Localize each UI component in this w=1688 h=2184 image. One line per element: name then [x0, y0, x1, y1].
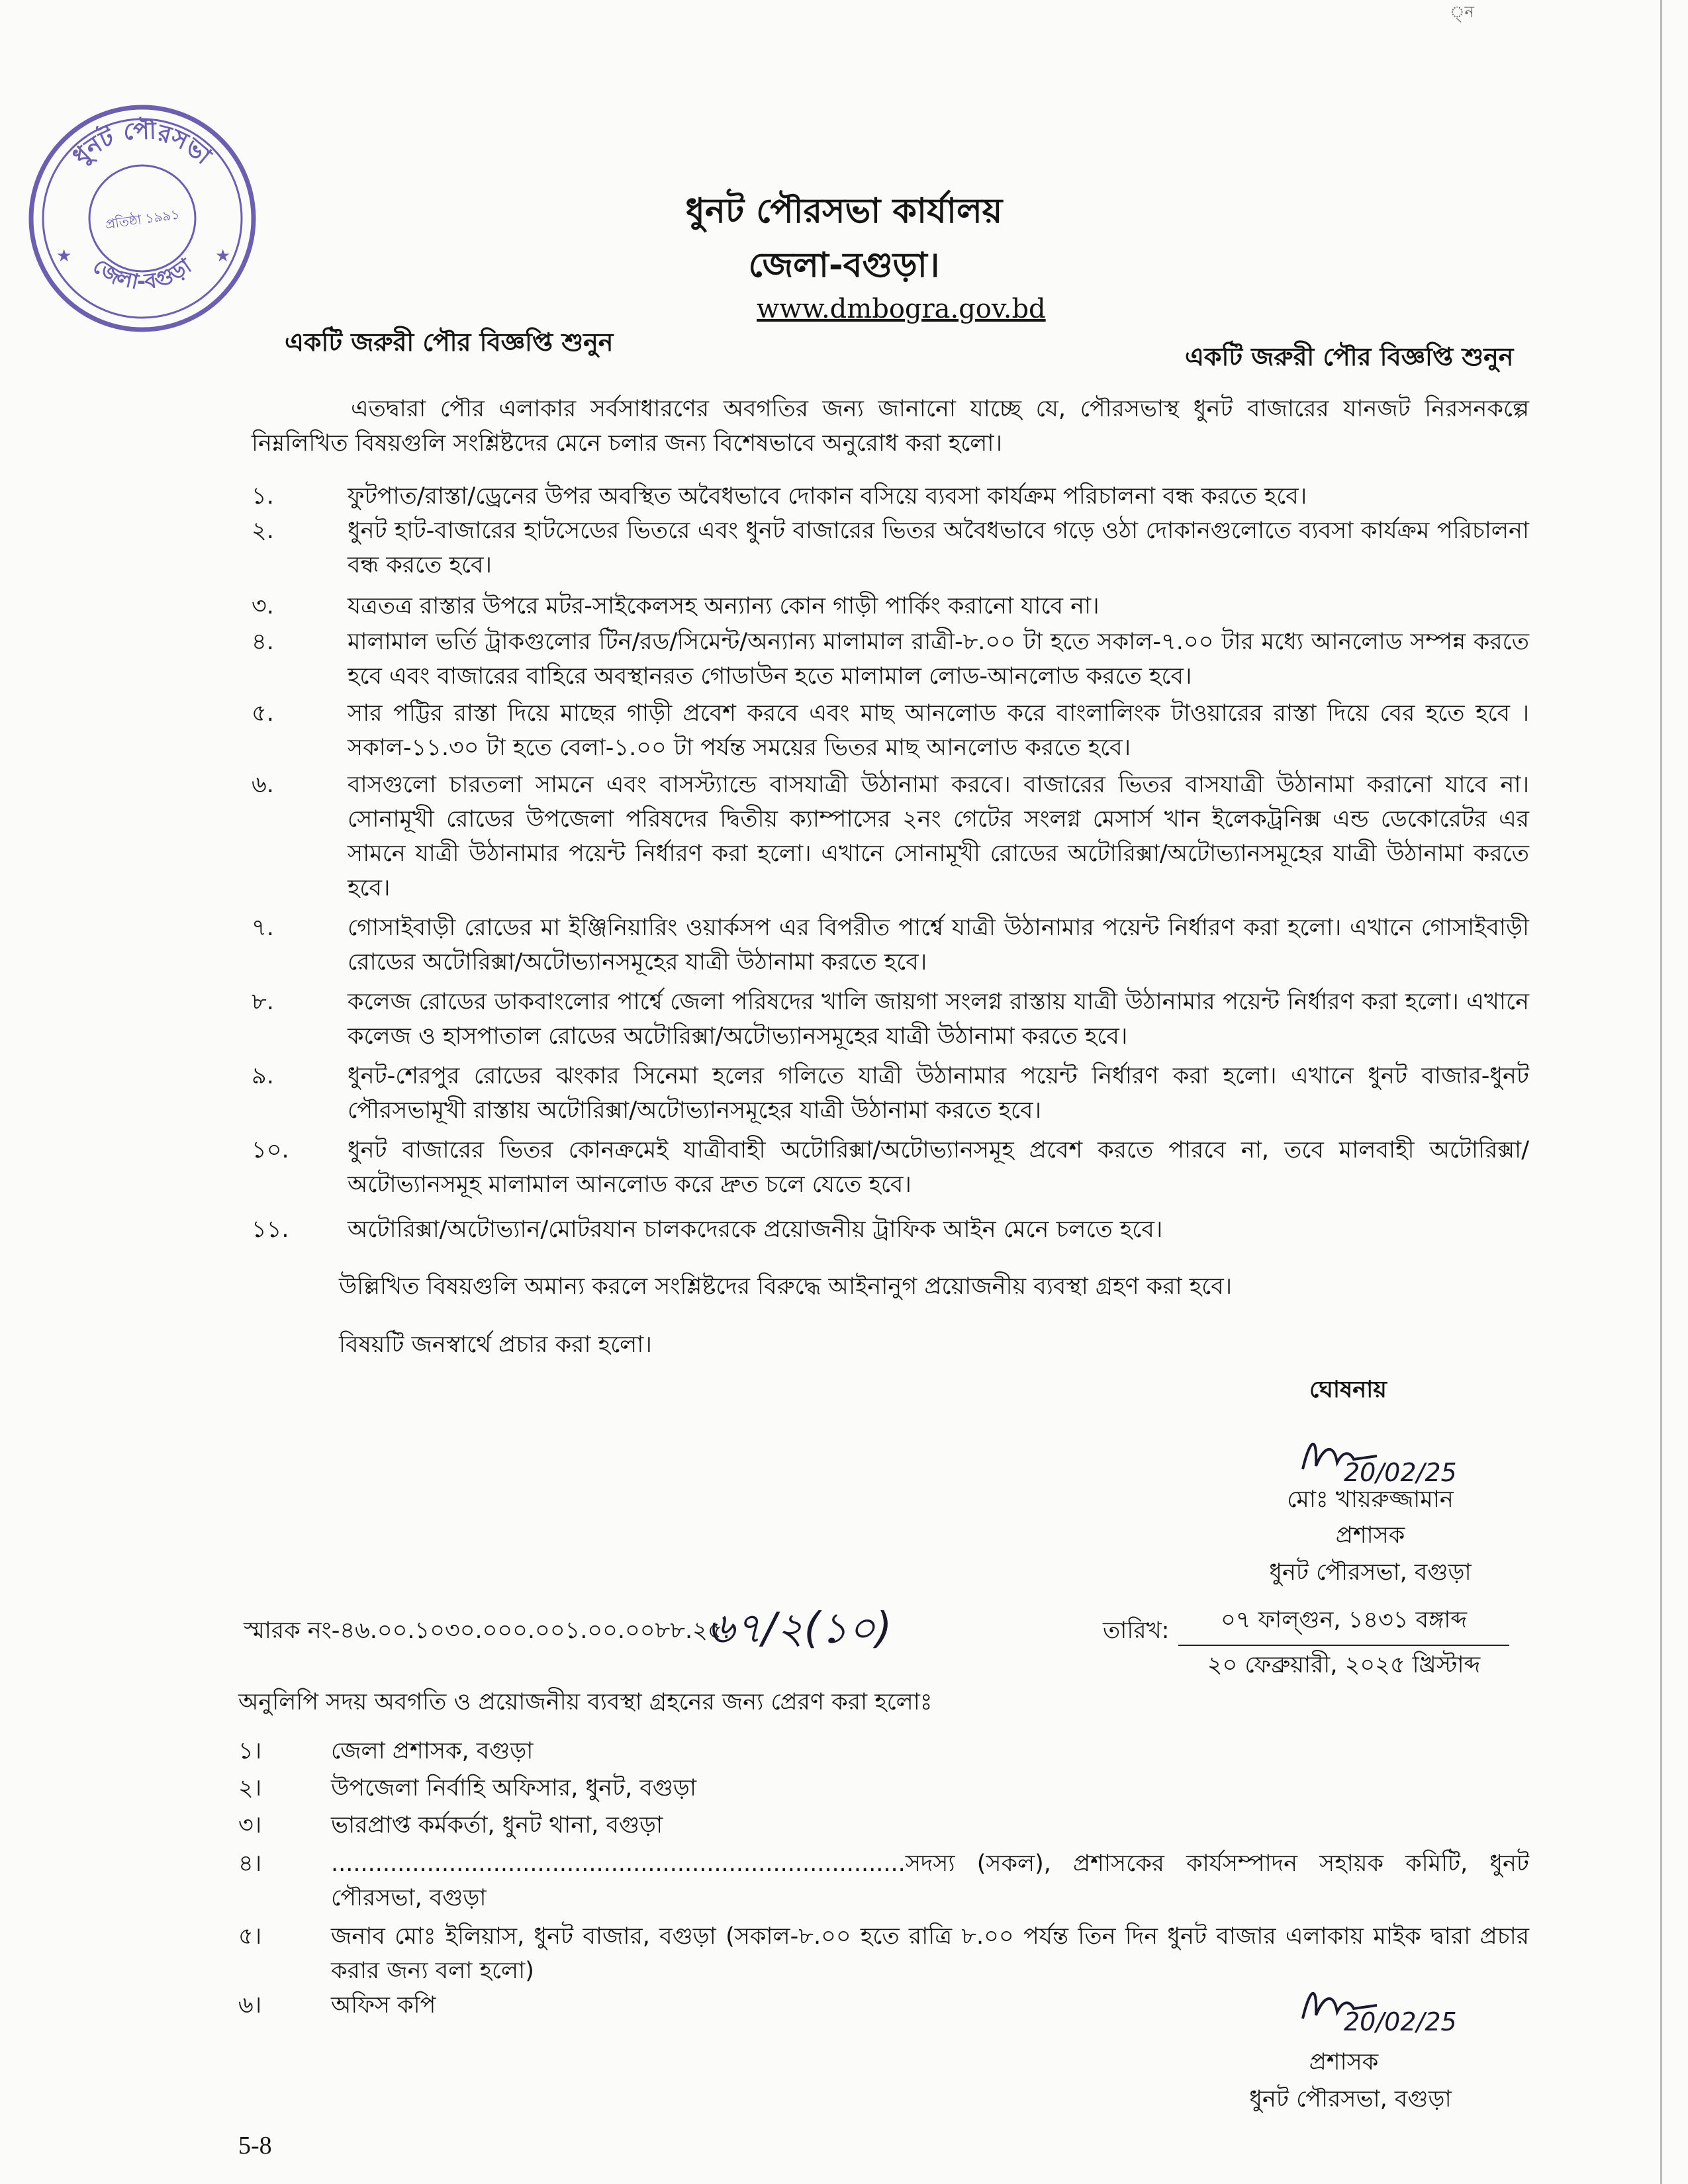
district-title: জেলা-বগুড়া। — [748, 246, 940, 285]
item-number: ৮. — [252, 989, 274, 1015]
date-english: ২০ ফেব্রুয়ারী, ২০২৫ খ্রিস্টাব্দ — [1207, 1652, 1481, 1678]
item-text: গোসাইবাড়ী রোডের মা ইঞ্জিনিয়ারিং ওয়ার্কসপ এর বিপরীত পার্শ্বে যাত্রী উঠানামার পয়েন্ট নির্ধারণ করা হলো। এখানে গোসাইবাড়ী রোডের অটোরিক্সা/অটোভ্যানসমূহের যাত্রী উঠানামা করতে হবে। — [348, 915, 1529, 976]
notice-heading-right: একটি জরুরী পৌর বিজ্ঞপ্তি শুনুন — [1185, 342, 1514, 371]
scan-mark: ্ন — [1450, 3, 1474, 21]
cc-text: জেলা প্রশাসক, বগুড়া — [331, 1738, 534, 1764]
cc-number: ৫। — [238, 1923, 262, 1950]
seal-star-icon: ★ — [56, 246, 72, 266]
item-text: মালামাল ভর্তি ট্রাকগুলোর টিন/রড/সিমেন্ট/অন্যান্য মালামাল রাত্রী-৮.০০ টা হতে সকাল-৭.০০ টার মধ্যে আনলোড সম্পন্ন করতে হবে এবং বাজারের বাহিরে অবস্থানরত গোডাউন হতে মালামাল লোড-আনলোড করতে হবে। — [348, 629, 1529, 690]
cc-intro: অনুলিপি সদয় অবগতি ও প্রয়োজনীয় ব্যবস্থা গ্রহনের জন্য প্রেরণ করা হলোঃ — [238, 1689, 933, 1715]
item-text: অটোরিক্সা/অটোভ্যান/মোটরযান চালকদেরকে প্রয়োজনীয় ট্রাফিক আইন মেনে চলতে হবে। — [348, 1216, 1163, 1243]
signatory-office: ধুনট পৌরসভা, বগুড়া — [1269, 1559, 1472, 1586]
cc-number: ৪। — [238, 1850, 262, 1877]
item-number: ৭. — [252, 915, 274, 941]
svg-text:ধুনট পৌরসভা — [68, 116, 217, 171]
cc-number: ৬। — [238, 1992, 262, 2019]
item-number: ১০. — [252, 1137, 289, 1163]
date-label: তারিখ: — [1103, 1617, 1170, 1644]
item-text: বাসগুলো চারতলা সামনে এবং বাসস্ট্যান্ডে বাসযাত্রী উঠানামা করবে। বাজারের ভিতর বাসযাত্রী উঠানামা করানো যাবে না। সোনামূখী রোডের উপজেলা পরিষদের দ্বিতীয় ক্যাম্পাসের ২নং গেটের সংলগ্ন মেসার্স খান ইলেকট্রনিক্স এন্ড ডেকোরেটর এর সামনে যাত্রী উঠানামার পয়েন্ট নির্ধারণ করা হলো। এখানে সোনামূখী রোডের অটোরিক্সা/অটোভ্যানসমূহের যাত্রী উঠানামা করতে হবে। — [348, 772, 1529, 901]
item-number: ৩. — [252, 593, 274, 619]
warning-text: উল্লিখিত বিষয়গুলি অমান্য করলে সংশ্লিষ্টদের বিরুদ্ধে আইনানুগ প্রয়োজনীয় ব্যবস্থা গ্রহণ করা হবে। — [339, 1273, 1233, 1300]
seal-text-top: ধুনট পৌরসভা — [68, 117, 216, 171]
signature — [1297, 1430, 1496, 1489]
item-text: সার পট্টির রাস্তা দিয়ে মাছের গাড়ী প্রবেশ করবে এবং মাছ আনলোড করে বাংলালিংক টাওয়ারের রাস্তা দিয়ে বের হতে হবে । সকাল-১১.৩০ টা হতে বেলা-১.০০ টা পর্যন্ত সময়ের ভিতর মাছ আনলোড করতে হবে। — [348, 700, 1529, 761]
cc-text: উপজেলা নির্বাহি অফিসার, ধুনট, বগুড়া — [331, 1775, 696, 1801]
signatory-title: প্রশাসক — [1335, 1522, 1405, 1549]
publicity-text: বিষয়টি জনস্বার্থে প্রচার করা হলো। — [339, 1332, 652, 1358]
item-number: ১. — [252, 483, 274, 510]
item-number: ২. — [252, 518, 274, 544]
cc-text: জনাব মোঃ ইলিয়াস, ধুনট বাজার, বগুড়া (সকাল-৮.০০ হতে রাত্রি ৮.০০ পর্যন্ত তিন দিন ধুনট বাজার এলাকায় মাইক দ্বারা প্রচার করার জন্য বলা হলো) — [331, 1923, 1529, 1984]
item-number: ৬. — [252, 772, 274, 798]
cc-number: ৩। — [238, 1812, 262, 1839]
page-edge — [1660, 0, 1662, 2184]
memo-handwritten-number: ৬৭/২(১০) — [707, 1604, 892, 1653]
signature — [1297, 1979, 1496, 2038]
seal-text-bottom: জেলা-বগুড়া — [88, 253, 196, 295]
signature-date: 20/02/25 — [1344, 2007, 1457, 2036]
notice-heading-left: একটি জরুরী পৌর বিজ্ঞপ্তি শুনুন — [285, 328, 614, 357]
bottom-signatory-title: প্রশাসক — [1309, 2049, 1379, 2075]
date-bangla: ০৭ ফাল্গুন, ১৪৩১ বঙ্গাব্দ — [1220, 1607, 1468, 1633]
item-text: ধুনট হাট-বাজারের হাটসেডের ভিতরে এবং ধুনট বাজারের ভিতর অবৈধভাবে গড়ে ওঠা দোকানগুলোতে ব্যবসা কার্যক্রম পরিচালনা বন্ধ করতে হবে। — [348, 518, 1529, 578]
seal-center-text: প্রতিষ্ঠা ১৯৯১ — [104, 206, 181, 232]
bottom-signatory-office: ধুনট পৌরসভা, বগুড়া — [1249, 2086, 1452, 2113]
item-text: ফুটপাত/রাস্তা/ড্রেনের উপর অবস্থিত অবৈধভাবে দোকান বসিয়ে ব্যবসা কার্যক্রম পরিচালনা বন্ধ করতে হবে। — [348, 483, 1307, 510]
cc-text: ..............................................................................সদস্য (সকল), প্রশাসকের কার্যসম্পাদন সহায়ক কমিটি, ধুনট পৌরসভা, বগুড়া — [331, 1850, 1529, 1911]
cc-text: অফিস কপি — [331, 1992, 436, 2019]
website-link[interactable]: www.dmbogra.gov.bd — [757, 294, 1046, 324]
date-divider — [1178, 1645, 1509, 1646]
office-title: ধুনট পৌরসভা কার্যালয় — [685, 191, 1003, 231]
footer-code: 5-8 — [238, 2132, 272, 2160]
item-text: যত্রতত্র রাস্তার উপরে মটর-সাইকেলসহ অন্যান্য কোন গাড়ী পার্কিং করানো যাবে না। — [348, 593, 1100, 619]
cc-number: ১। — [238, 1738, 262, 1764]
item-text: ধুনট-শেরপুর রোডের ঝংকার সিনেমা হলের গলিতে যাত্রী উঠানামার পয়েন্ট নির্ধারণ করা হলো। এখানে ধুনট বাজার-ধুনট পৌরসভামূখী রাস্তায় অটোরিক্সা/অটোভ্যানসমূহের যাত্রী উঠানামা করতে হবে। — [348, 1063, 1529, 1124]
item-text: ধুনট বাজারের ভিতর কোনক্রমেই যাত্রীবাহী অটোরিক্সা/অটোভ্যানসমূহ প্রবেশ করতে পারবে না, তবে মালবাহী অটোরিক্সা/ অটোভ্যানসমূহ মালামাল আনলোড করে দ্রুত চলে যেতে হবে। — [348, 1137, 1529, 1198]
item-text: কলেজ রোডের ডাকবাংলোর পার্শ্বে জেলা পরিষদের খালি জায়গা সংলগ্ন রাস্তায় যাত্রী উঠানামার পয়েন্ট নির্ধারণ করা হলো। এখানে কলেজ ও হাসপাতাল রোডের অটোরিক্সা/অটোভ্যানসমূহের যাত্রী উঠানামা করতে হবে। — [348, 989, 1529, 1050]
cc-text: ভারপ্রাপ্ত কর্মকর্তা, ধুনট থানা, বগুড়া — [331, 1812, 663, 1839]
seal-star-icon: ★ — [215, 246, 231, 266]
signature-date: 20/02/25 — [1344, 1458, 1457, 1487]
cc-number: ২। — [238, 1775, 262, 1801]
item-number: ৫. — [252, 700, 274, 727]
announcer-label: ঘোষনায় — [1309, 1377, 1387, 1403]
date-box — [1178, 1600, 1509, 1685]
item-number: ১১. — [252, 1216, 289, 1243]
item-number: ৪. — [252, 629, 274, 655]
item-number: ৯. — [252, 1063, 274, 1089]
memo-number: স্মারক নং-৪৬.০০.১০৩০.০০০.০০১.০০.০০৮৮.২৫. — [244, 1617, 730, 1644]
signatory-name: মোঃ খায়রুজ্জামান — [1287, 1486, 1454, 1513]
intro-paragraph: এতদ্বারা পৌর এলাকার সর্বসাধারণের অবগতির জন্য জানানো যাচ্ছে যে, পৌরসভাস্থ ধুনট বাজারের যানজট নিরসনকল্পে নিম্নলিখিত বিষয়গুলি সংশ্লিষ্টদের মেনে চলার জন্য বিশেষভাবে অনুরোধ করা হলো। — [252, 396, 1529, 457]
